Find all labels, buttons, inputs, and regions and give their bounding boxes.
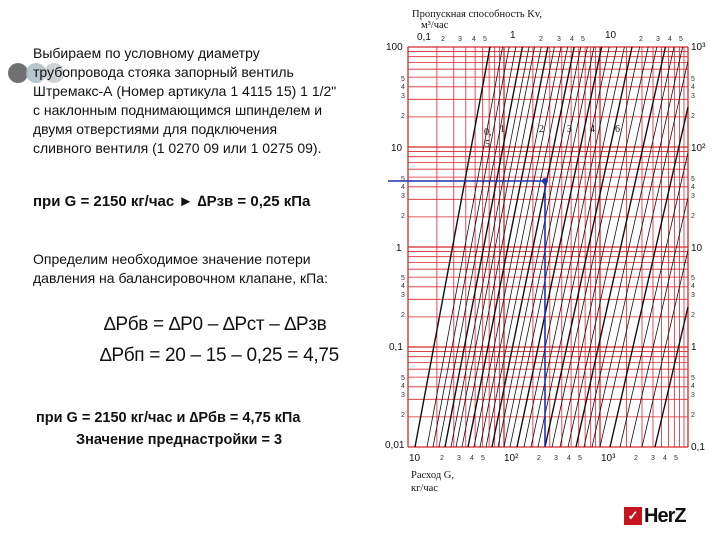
top-axis-tick: 3 [557, 36, 561, 43]
bottom-axis-tick: 4 [567, 455, 571, 462]
left-axis-tick: 2 [401, 312, 405, 319]
right-axis-tick: 2 [691, 312, 695, 319]
right-axis-tick: 3 [691, 392, 695, 399]
right-axis-tick: 10 [691, 243, 703, 254]
top-axis-tick: 5 [483, 36, 487, 43]
top-axis-tick: 4 [570, 36, 574, 43]
right-axis-tick: 1 [691, 342, 697, 353]
kv-axis-unit: м³/час [421, 20, 449, 31]
chart-curve [620, 153, 688, 447]
top-axis-tick: 2 [539, 36, 543, 43]
curve-setting-label: 4 [590, 124, 595, 135]
right-axis-tick: 10³ [691, 42, 706, 53]
right-axis-tick: 4 [691, 383, 695, 390]
top-axis-tick: 5 [581, 36, 585, 43]
left-axis-tick: 4 [401, 283, 405, 290]
curve-setting-label: 1 [500, 124, 505, 135]
description-line: двумя отверстиями для подключения [33, 121, 278, 137]
result-valve-pressure: при G = 2150 кг/час ► ∆Рзв = 0,25 кПа [33, 193, 311, 210]
bottom-axis-tick: 5 [481, 455, 485, 462]
right-axis-tick: 3 [691, 193, 695, 200]
herz-logo-mark: ✓ [624, 507, 642, 525]
right-axis-tick: 5 [691, 375, 695, 382]
right-axis-tick: 5 [691, 76, 695, 83]
top-axis-tick: 0,1 [417, 32, 431, 43]
bottom-axis-tick: 5 [578, 455, 582, 462]
question-line: давления на балансировочном клапане, кПа: [33, 270, 328, 286]
bottom-axis-tick: 4 [470, 455, 474, 462]
left-axis-tick: 2 [401, 412, 405, 419]
right-axis-tick: 0,1 [691, 442, 705, 453]
curve-setting-label: 3 [567, 124, 572, 135]
left-axis-tick: 0,1 [389, 342, 403, 353]
bottom-axis-tick: 2 [440, 455, 444, 462]
curve-setting-label: 5 [485, 139, 490, 150]
description-line: с наклонным поднимающимся шпинделем и [33, 102, 323, 118]
top-axis-tick: 5 [679, 36, 683, 43]
curve-setting-label: 6 [615, 124, 620, 135]
right-axis-tick: 10² [691, 143, 706, 154]
right-axis-tick: 4 [691, 84, 695, 91]
left-axis-tick: 2 [401, 213, 405, 220]
x-axis-unit: кг/час [411, 483, 438, 494]
top-axis-tick: 3 [458, 36, 462, 43]
left-axis-tick: 3 [401, 292, 405, 299]
right-axis-tick: 4 [691, 184, 695, 191]
right-axis-tick: 2 [691, 213, 695, 220]
formula-calculation: ∆Рбп = 20 – 15 – 0,25 = 4,75 [100, 345, 339, 366]
right-axis-tick: 5 [691, 176, 695, 183]
top-axis-tick: 2 [639, 36, 643, 43]
left-axis-tick: 4 [401, 383, 405, 390]
description-line: трубопровода стояка запорный вентиль [33, 64, 294, 80]
left-axis-tick: 10 [391, 143, 403, 154]
curve-setting-label: 0, [484, 127, 492, 138]
right-axis-tick: 3 [691, 93, 695, 100]
bottom-axis-tick: 3 [651, 455, 655, 462]
bottom-axis-tick: 3 [457, 455, 461, 462]
result2-line2: Значение преднастройки = 3 [76, 432, 283, 448]
herz-logo-text: HerZ [644, 504, 686, 527]
bottom-axis-tick: 2 [634, 455, 638, 462]
left-axis-tick: 5 [401, 76, 405, 83]
question-line: Определим необходимое значение потери [33, 251, 311, 267]
top-axis-tick: 4 [668, 36, 672, 43]
left-axis-tick: 5 [401, 275, 405, 282]
left-axis-tick: 4 [401, 84, 405, 91]
herz-logo [624, 505, 716, 527]
left-axis-tick: 3 [401, 93, 405, 100]
description-line: Выбираем по условному диаметру [33, 45, 260, 61]
bottom-axis-tick: 10 [409, 453, 421, 464]
result2-line1: при G = 2150 кг/час и ∆Рбв = 4,75 кПа [36, 410, 301, 426]
left-axis-tick: 5 [401, 375, 405, 382]
left-axis-tick: 3 [401, 193, 405, 200]
right-axis-tick: 2 [691, 412, 695, 419]
right-axis-tick: 3 [691, 292, 695, 299]
top-axis-tick: 4 [472, 36, 476, 43]
formula-definition: ∆Рбв = ∆Р0 – ∆Рст – ∆Рзв [104, 314, 327, 335]
bottom-axis-tick: 10³ [601, 453, 616, 464]
bottom-axis-tick: 4 [663, 455, 667, 462]
top-axis-tick: 1 [510, 30, 516, 41]
marker-point [542, 178, 548, 184]
left-axis-tick: 5 [401, 176, 405, 183]
left-axis-tick: 4 [401, 184, 405, 191]
description-line: Штремакс-А (Номер артикула 1 4115 15) 1 1/2" [33, 83, 337, 99]
kv-axis-title: Пропускная способность Kv, [412, 9, 543, 20]
left-axis-tick: 100 [386, 42, 403, 53]
top-axis-tick: 3 [656, 36, 660, 43]
right-axis-tick: 2 [691, 113, 695, 120]
bottom-axis-tick: 2 [537, 455, 541, 462]
bottom-axis-tick: 10² [504, 453, 519, 464]
x-axis-title: Расход G, [411, 470, 454, 481]
left-axis-tick: 2 [401, 113, 405, 120]
right-axis-tick: 4 [691, 283, 695, 290]
left-axis-tick: 3 [401, 392, 405, 399]
bottom-axis-tick: 3 [554, 455, 558, 462]
right-axis-tick: 5 [691, 275, 695, 282]
top-axis-tick: 2 [441, 36, 445, 43]
left-axis-tick: 1 [396, 243, 402, 254]
description-line: сливного вентиля (1 0270 09 или 1 0275 09). [33, 140, 322, 156]
bottom-axis-tick: 5 [674, 455, 678, 462]
curve-setting-label: 2 [539, 124, 544, 135]
top-axis-tick: 10 [605, 30, 617, 41]
left-axis-tick: 0,01 [385, 440, 405, 451]
